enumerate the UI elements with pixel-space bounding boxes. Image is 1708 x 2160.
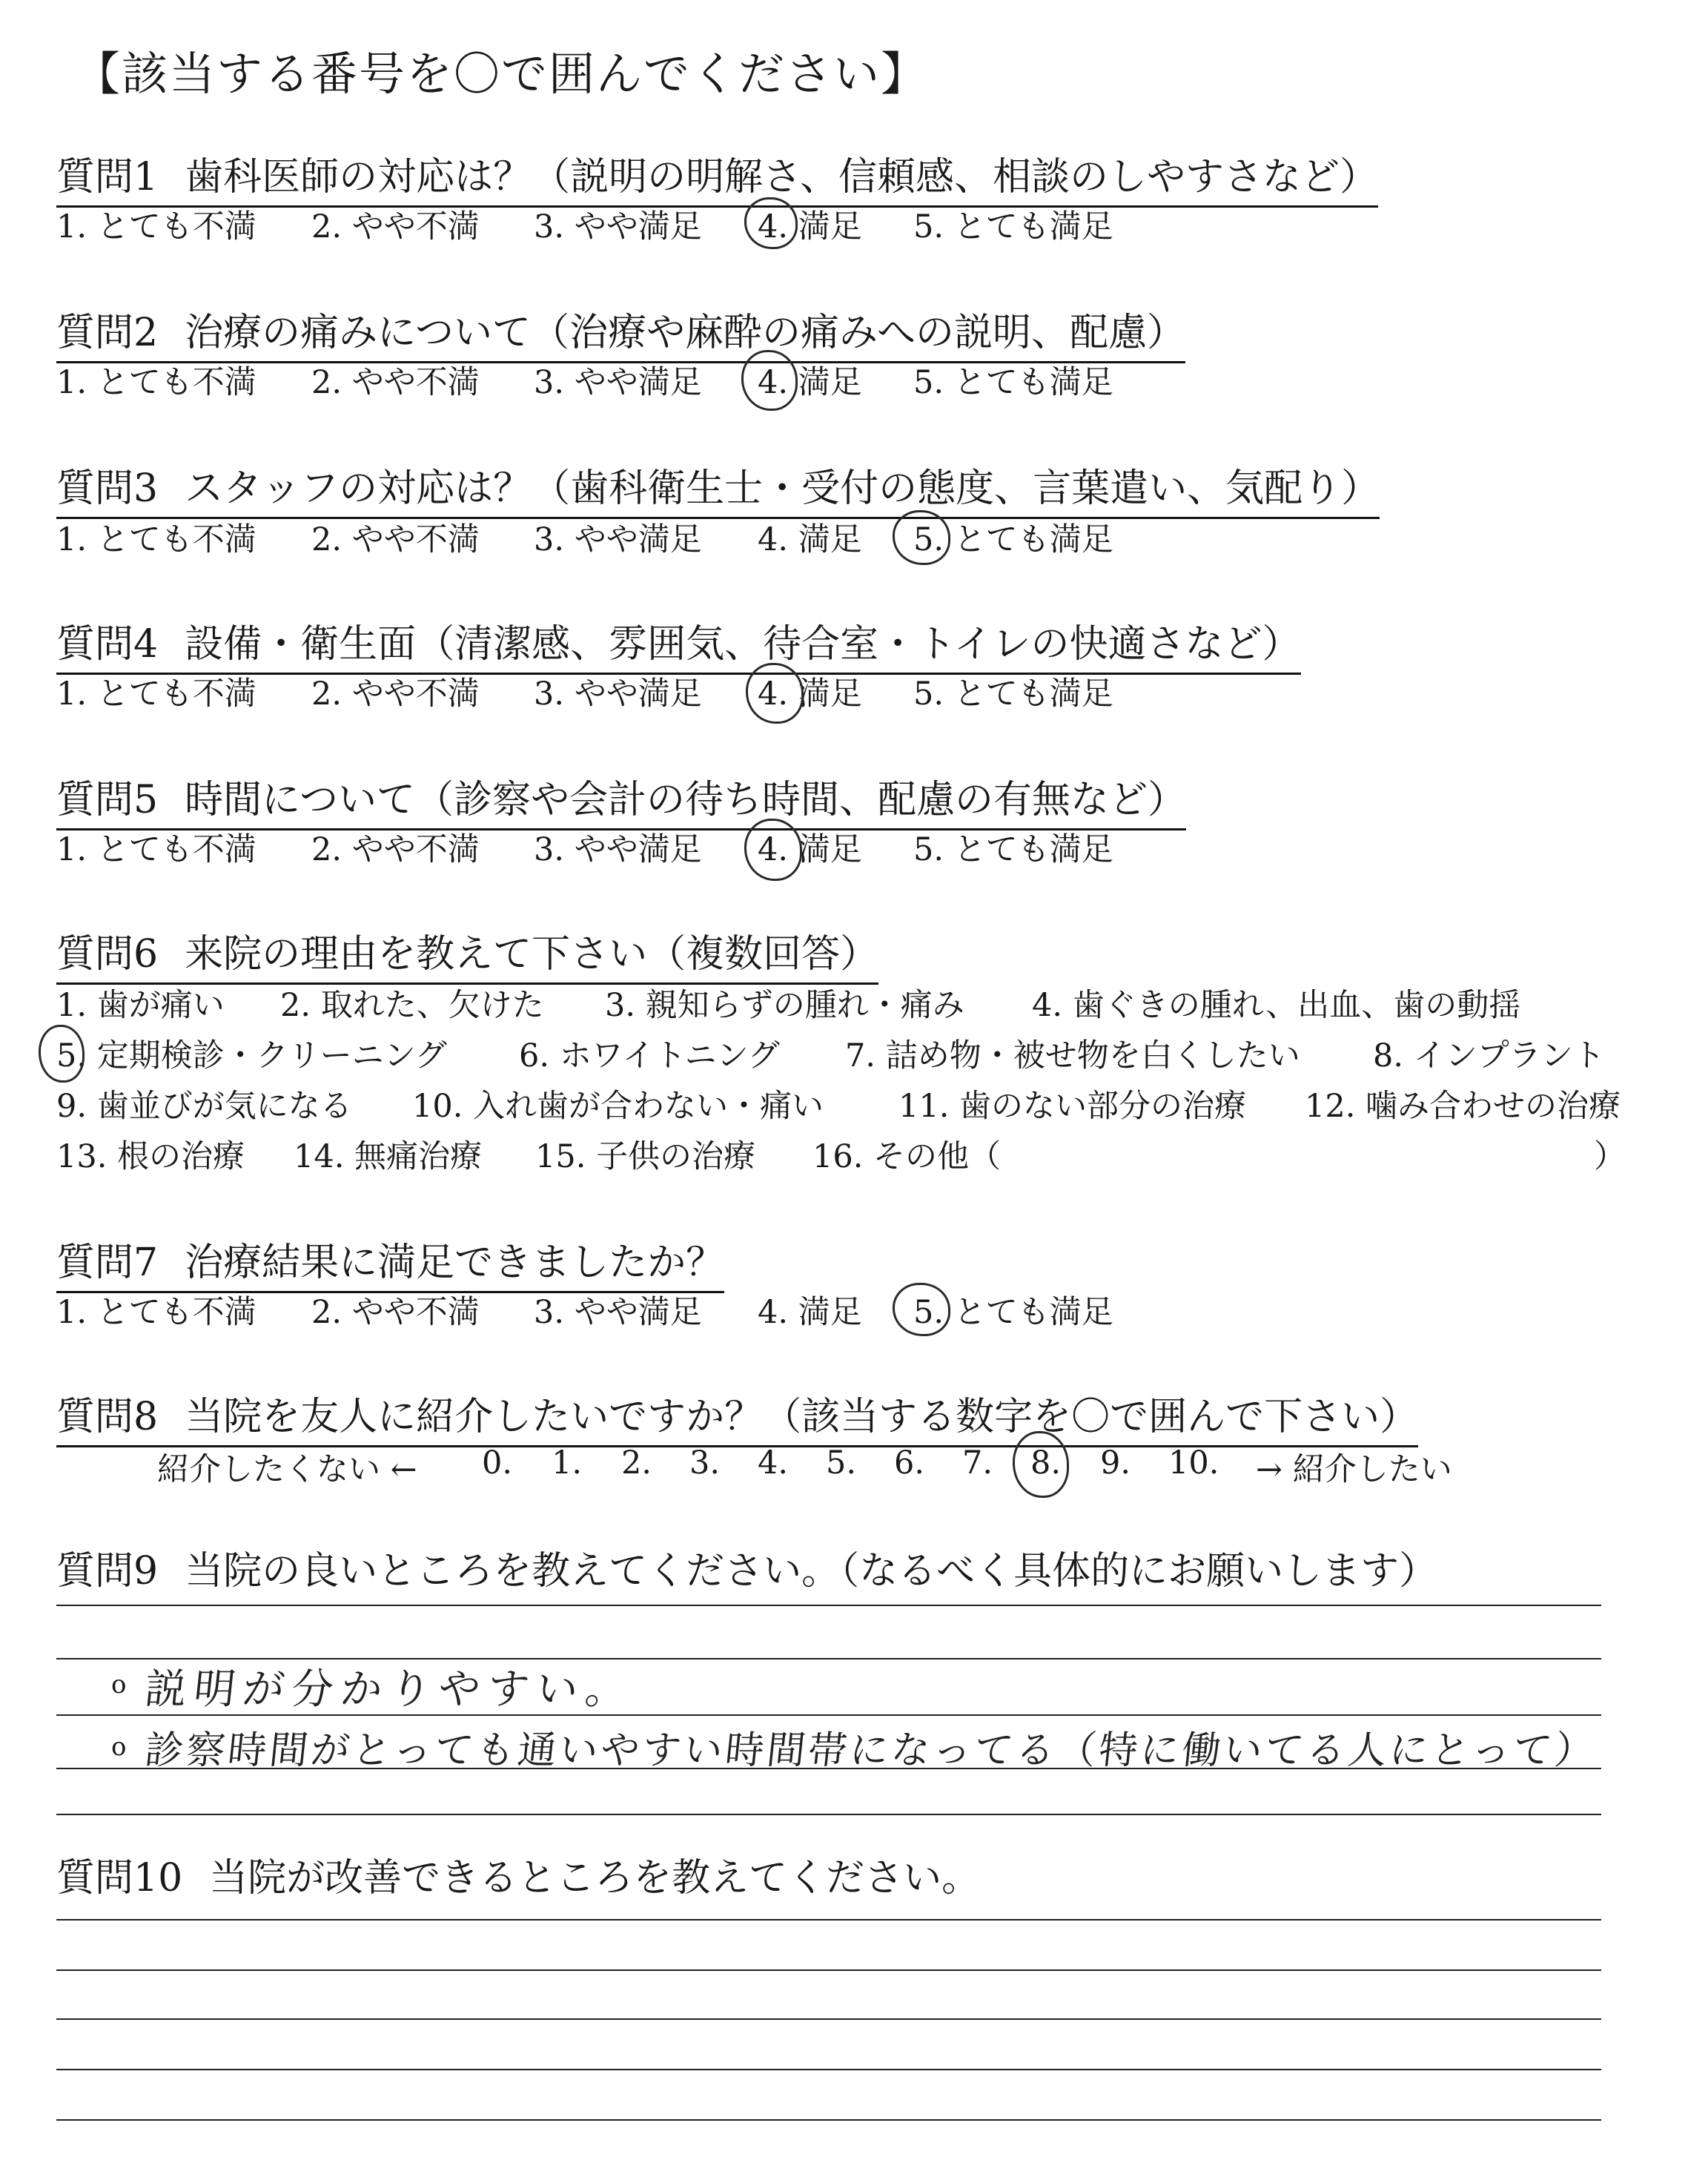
q7-option-2[interactable]: 2. やや不満 — [311, 1294, 480, 1331]
question-2-options — [0, 357, 1708, 409]
q8-scale-6[interactable]: 6. — [894, 1444, 925, 1482]
q1-option-4[interactable]: 4. 満足 — [758, 208, 862, 245]
q8-scale-5[interactable]: 5. — [826, 1444, 857, 1482]
q8-scale-2[interactable]: 2. — [621, 1444, 652, 1482]
question-7-heading — [56, 1231, 724, 1293]
q8-left-label: 紹介したくない ← — [157, 1451, 417, 1488]
q6-option-10[interactable]: 10. 入れ歯が合わない・痛い — [412, 1088, 824, 1125]
q7-option-4[interactable]: 4. 満足 — [758, 1294, 862, 1331]
question-5-number: 質問5 — [56, 778, 159, 822]
q2-option-5[interactable]: 5. とても満足 — [913, 364, 1113, 401]
question-2-heading — [56, 301, 1185, 363]
question-3-heading — [56, 457, 1380, 519]
q3-option-4[interactable]: 4. 満足 — [758, 521, 862, 558]
question-5-text: 時間について（診察や会計の待ち時間、配慮の有無など） — [185, 778, 1187, 822]
q1-option-3[interactable]: 3. やや満足 — [534, 208, 702, 245]
q6-options-row-4 — [0, 1132, 1708, 1183]
question-3-number: 質問3 — [56, 466, 159, 511]
question-8-text: 当院を友人に紹介したいですか？（該当する数字を〇で囲んで下さい） — [185, 1395, 1419, 1439]
question-2-text: 治療の痛みについて（治療や麻酔の痛みへの説明、配慮） — [185, 311, 1186, 355]
q9-answer-2-bullet: o — [111, 1732, 127, 1762]
q6-options-row-2 — [0, 1031, 1708, 1083]
question-10-number: 質問10 — [56, 1856, 183, 1900]
q4-option-3[interactable]: 3. やや満足 — [534, 676, 702, 713]
q1-option-2[interactable]: 2. やや不満 — [311, 208, 480, 245]
q6-option-2[interactable]: 2. 取れた、欠けた — [280, 987, 544, 1024]
q6-option-9[interactable]: 9. 歯並びが気になる — [56, 1088, 352, 1125]
q2-option-2[interactable]: 2. やや不満 — [311, 364, 480, 401]
q7-option-1[interactable]: 1. とても不満 — [56, 1294, 256, 1331]
q6-options-row-1 — [0, 980, 1708, 1032]
q6-option-3[interactable]: 3. 親知らずの腫れ・痛み — [605, 987, 964, 1024]
q4-option-4[interactable]: 4. 満足 — [758, 676, 862, 713]
q9-answer-line-3 — [56, 1714, 1601, 1716]
q2-option-1[interactable]: 1. とても不満 — [56, 364, 256, 401]
q6-option-11[interactable]: 11. 歯のない部分の治療 — [898, 1088, 1247, 1125]
q4-option-1[interactable]: 1. とても不満 — [56, 676, 256, 713]
q5-option-3[interactable]: 3. やや満足 — [534, 831, 702, 868]
q6-option-1[interactable]: 1. 歯が痛い — [56, 987, 225, 1024]
q8-scale-3[interactable]: 3. — [689, 1444, 721, 1482]
question-9-number: 質問9 — [56, 1549, 159, 1593]
q3-option-3[interactable]: 3. やや満足 — [534, 521, 702, 558]
q6-option-8[interactable]: 8. インプラント — [1373, 1037, 1605, 1074]
q4-option-5[interactable]: 5. とても満足 — [913, 676, 1113, 713]
q6-option-5[interactable]: 5. 定期検診・クリーニング — [56, 1037, 447, 1074]
question-1-options — [0, 202, 1708, 254]
q8-scale-1[interactable]: 1. — [552, 1444, 583, 1482]
q8-scale-0[interactable]: 0. — [482, 1444, 513, 1482]
question-4-number: 質問4 — [56, 622, 159, 667]
q3-option-1[interactable]: 1. とても不満 — [56, 521, 256, 558]
question-6-text: 来院の理由を教えて下さい（複数回答） — [185, 932, 879, 977]
q6-options-row-3 — [0, 1081, 1708, 1133]
q10-answer-line-1[interactable] — [56, 1919, 1601, 1920]
question-6-heading — [56, 922, 878, 985]
q8-scale-9[interactable]: 9. — [1100, 1444, 1131, 1482]
q8-scale-8[interactable]: 8. — [1030, 1444, 1062, 1482]
question-9-text: 当院の良いところを教えてください。（なるべく具体的にお願いします） — [185, 1549, 1438, 1593]
q2-option-4[interactable]: 4. 満足 — [758, 364, 862, 401]
q9-answer-2[interactable]: 診察時間がとっても通いやすい時間帯になってる（特に働いてる人にとって） — [142, 1728, 1599, 1773]
question-3-options — [0, 515, 1708, 567]
question-8-number: 質問8 — [56, 1395, 159, 1439]
q8-scale-10[interactable]: 10. — [1168, 1444, 1219, 1482]
question-6-number: 質問6 — [56, 932, 159, 977]
q6-option-15[interactable]: 15. 子供の治療 — [535, 1138, 756, 1175]
question-10-heading — [56, 1846, 980, 1906]
q9-answer-1-bullet: o — [111, 1670, 127, 1700]
q5-option-2[interactable]: 2. やや不満 — [311, 831, 480, 868]
q10-answer-line-4[interactable] — [56, 2069, 1601, 2070]
q6-option-16[interactable]: 16. その他（ — [812, 1138, 1002, 1175]
question-10-text: 当院が改善できるところを教えてください。 — [209, 1856, 981, 1900]
q1-option-5[interactable]: 5. とても満足 — [913, 208, 1113, 245]
q7-option-3[interactable]: 3. やや満足 — [534, 1294, 702, 1331]
q10-answer-line-2[interactable] — [56, 1969, 1601, 1971]
question-7-text: 治療結果に満足できましたか？ — [185, 1241, 725, 1285]
q6-option-6[interactable]: 6. ホワイトニング — [519, 1037, 780, 1074]
q6-option-12[interactable]: 12. 噛み合わせの治療 — [1305, 1088, 1621, 1125]
q3-option-2[interactable]: 2. やや不満 — [311, 521, 480, 558]
q2-option-3[interactable]: 3. やや満足 — [534, 364, 702, 401]
q6-option-7[interactable]: 7. 詰め物・被せ物を白くしたい — [845, 1037, 1300, 1074]
question-9-heading — [56, 1539, 1437, 1599]
question-4-text: 設備・衛生面（清潔感、雰囲気、待合室・トイレの快適さなど） — [185, 622, 1301, 667]
q8-scale-4[interactable]: 4. — [758, 1444, 789, 1482]
q8-scale-row — [0, 1444, 1708, 1492]
q6-option-14[interactable]: 14. 無痛治療 — [294, 1138, 483, 1175]
q6-option-13[interactable]: 13. 根の治療 — [56, 1138, 245, 1175]
q5-option-4[interactable]: 4. 満足 — [758, 831, 862, 868]
q6-other-close-paren: ） — [1594, 1138, 1626, 1175]
q1-option-1[interactable]: 1. とても不満 — [56, 208, 256, 245]
question-7-options — [0, 1287, 1708, 1339]
question-4-heading — [56, 612, 1301, 675]
q9-answer-line-5 — [56, 1814, 1601, 1815]
q10-answer-line-3[interactable] — [56, 2018, 1601, 2020]
q9-answer-line-4 — [56, 1768, 1601, 1769]
q5-option-5[interactable]: 5. とても満足 — [913, 831, 1113, 868]
q3-option-5[interactable]: 5. とても満足 — [913, 521, 1113, 558]
question-3-text: スタッフの対応は？（歯科衛生士・受付の態度、言葉遣い、気配り） — [185, 466, 1380, 511]
q7-option-5[interactable]: 5. とても満足 — [913, 1294, 1113, 1331]
q6-option-4[interactable]: 4. 歯ぐきの腫れ、出血、歯の動揺 — [1032, 987, 1521, 1024]
question-7-number: 質問7 — [56, 1241, 159, 1285]
q4-option-2[interactable]: 2. やや不満 — [311, 676, 480, 713]
question-2-number: 質問2 — [56, 311, 159, 355]
q5-option-1[interactable]: 1. とても不満 — [56, 831, 256, 868]
q9-answer-line-1 — [56, 1605, 1601, 1606]
question-1-heading — [56, 145, 1378, 208]
q10-answer-line-5[interactable] — [56, 2119, 1601, 2121]
question-5-heading — [56, 768, 1186, 830]
question-1-number: 質問1 — [56, 155, 159, 199]
question-1-text: 歯科医師の対応は？（説明の明解さ、信頼感、相談のしやすさなど） — [185, 155, 1379, 199]
question-8-heading — [56, 1385, 1418, 1447]
page-title: 【該当する番号を〇で囲んでください】 — [74, 47, 929, 101]
q8-scale-7[interactable]: 7. — [962, 1444, 993, 1482]
q9-answer-1[interactable]: 説明が分かりやすい。 — [142, 1665, 637, 1714]
question-4-options — [0, 669, 1708, 721]
q8-right-label: → 紹介したい — [1256, 1451, 1452, 1488]
question-5-options — [0, 825, 1708, 876]
